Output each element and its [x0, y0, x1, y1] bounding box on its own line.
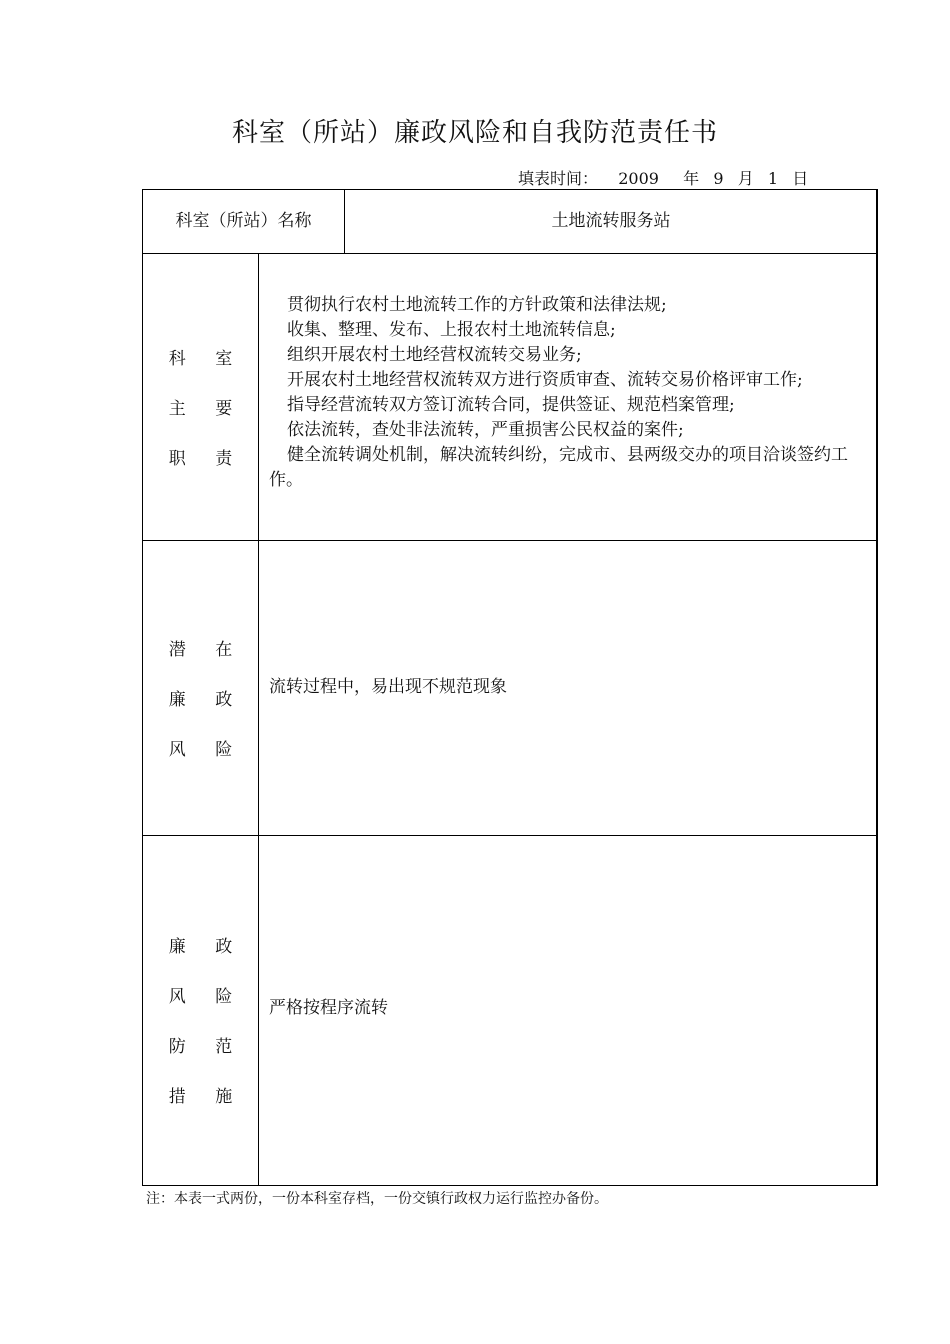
fill-date-day: 1: [767, 169, 779, 188]
fill-date-year-unit: 年: [683, 169, 700, 188]
duty-item: 贯彻执行农村土地流转工作的方针政策和法律法规;: [287, 295, 667, 315]
office-name-label: 科室（所站）名称: [175, 211, 312, 231]
duty-item: 健全流转调处机制，解决流转纠纷，完成市、县两级交办的项目洽谈签约工作。: [269, 445, 848, 490]
fill-date-day-unit: 日: [792, 169, 809, 188]
risk-value: 流转过程中，易出现不规范现象: [269, 677, 507, 697]
prevention-label: 廉 政 风 险 防 范 措 施: [168, 937, 245, 1107]
fill-date-month: 9: [713, 169, 724, 188]
fill-date-label: 填表时间：: [518, 169, 599, 188]
duty-item: 指导经营流转双方签订流转合同，提供签证、规范档案管理;: [287, 395, 735, 415]
duty-item: 依法流转，查处非法流转，严重损害公民权益的案件;: [287, 420, 684, 440]
risk-label: 潜 在 廉 政 风 险: [168, 640, 245, 760]
duty-item: 组织开展农村土地经营权流转交易业务;: [287, 345, 582, 365]
duties-list: [269, 293, 879, 493]
duty-item: 收集、整理、发布、上报农村土地流转信息;: [287, 320, 616, 340]
fill-date-month-unit: 月: [737, 169, 754, 188]
fill-date: [518, 166, 808, 189]
document-title: 科室（所站）廉政风险和自我防范责任书: [231, 118, 718, 148]
fill-date-year: 2009: [618, 169, 659, 188]
duties-label: 科 室 主 要 职 责: [168, 349, 245, 469]
prevention-value: 严格按程序流转: [269, 998, 388, 1018]
responsibility-table: [142, 189, 878, 1186]
footnote: 注：本表一式两份，一份本科室存档，一份交镇行政权力运行监控办备份。: [146, 1191, 608, 1207]
office-name-value: 土地流转服务站: [551, 211, 671, 231]
duty-item: 开展农村土地经营权流转双方进行资质审查、流转交易价格评审工作;: [287, 370, 803, 390]
